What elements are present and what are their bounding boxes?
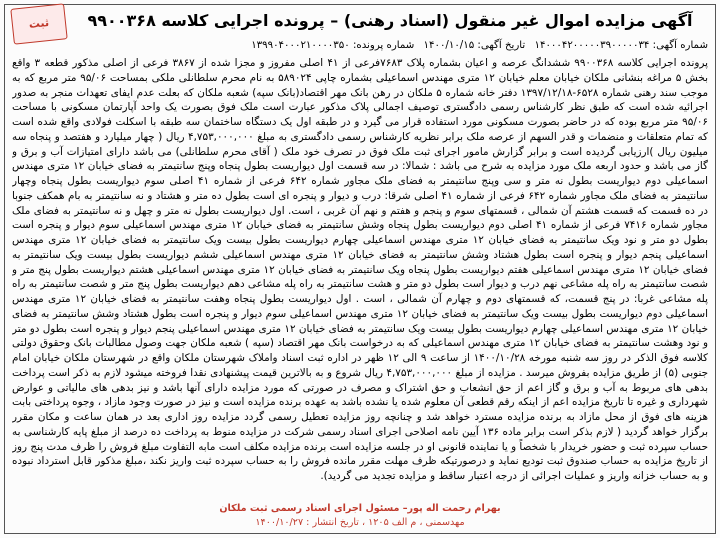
registry-logo: ثبت [10,3,67,44]
ad-date: تاریخ آگهی: ۱۴۰۰/۱۰/۱۵ [423,40,526,51]
signature-line: بهرام رحمت اله پور– مسئول اجرای اسناد رسمی ثبت ملکان [219,503,501,514]
ad-info-line: مهدسمنی ، م الف ۱۲۰۵ ، تاریخ انتشار : ۱۴۰۰/۱۰/۲۷ [255,517,465,528]
notice-body [12,56,708,496]
notice-number: شماره آگهی: ۱۴۰۰۰۴۲۰۰۰۰۰۳۹۰۰۰۰۰۳۴ [534,40,708,51]
file-number: شماره پرونده: ۱۳۹۹۰۴۰۰۰۲۱۰۰۰۰۳۵۰ [251,40,415,51]
notice-paragraph: پرونده اجرایی کلاسه ۹۹۰۰۳۶۸ ششدانگ عرصه و اعیان بشماره پلاک ۷۶۸۳فرعی از ۴۱ اصلی مفروز و مجزا شده از ۳۸۶۷ فرعی از اصلی مذکور قطعه ۳ واقع بخش ۵ مراغه بنشانی ملکان خیابان معلم خیابان ۱۲ متری مهندس اسماعیلی بشماره چاپی ۵۸۹۰۲۴ به نام محرم سلطانلی ملکی بمساحت ۹۵/۰۶ متر مربع که به موجب سند رهنی شماره ۶۵۲۸-۱۳۹۷/۱۲/۱۸ دفتر خانه شماره ۵ ملکان در رهن بانک مهر اقتصاد(بانک سپه) شعبه ملکان که بعلت عدم ایفای تعهدات منجر به صدور اجرائیه شده است که طبق نظر کارشناس رسمی دادگستری توصیف اجمالی پلاک مذکور عبارت است ملک فوق بصورت یک واحد آپارتمان مسکونی با مساحت ۹۵/۰۶ متر مربع بوده که در حاضر بصورت مسکونی مورد استفاده قرار می گیرد و در طبقه اول یک دستگاه ساختمان سه طبقه با اسکلت فولادی واقع شده است که تمام متعلقات و منضمات و قدر السهم از عرصه ملک برابر نظریه کارشناس رسمی دادگستری به مبلغ ۴,۷۵۳,۰۰۰,۰۰۰ ریال ( چهار میلیارد و هفتصد و پنجاه سه میلیون ریال )ارزیابی گردیده است و برابر گزارش مامور اجرای ثبت ملک فوق در تصرف خود ملک ( آقای محرم سلطانلی) می باشد دارای امتیازات آب و برق و گاز می باشد و حدود اربعه ملک مورد مزایده به شرح می باشد : شمالا: در سه قسمت اول دیواریست بطول پنجاه وپنج سانتیمتر به فضای خیابان ۱۲ متری مهندس اسماعیلی دوم دیواریست بطول نه متر و سی وپنج سانتیمتر به فضای ملک مجاور شماره ۶۴۲ فرعی از شماره ۴۱ اصلی سوم دیواریست بطول پنجاه وچهار سانتیمتر به فضای ملک مجاور شماره ۶۴۲ فرعی از شماره ۴۱ اصلی شرقا: درب و دیوار و پنجره ای است بطول ده متر و هشتاد و نه سانتیمتر به بام همکف جنوبا در ده قسمت که قسمت هشتم آن شمالی ، قسمتهای سوم و پنجم و هفتم و نهم آن غربی ، است. اول دیواریست بطول نه متر و چهل و نه سانتیمتر به فضای ملک مجاور شماره ۷۴۱۶ فرعی از شماره ۴۱ اصلی دوم دیواریست بطول پنجاه وشش سانتیمتر به فضای خیابان ۱۲ متری مهندس اسماعیلی سوم دیوار و پنجره است بطول دو متر و نود ویک سانتیمتر به فضای خیابان ۱۲ متری مهندس اسماعیلی چهارم دیواریست بطول بیست ویک سانتیمتر به فضای خیابان ۱۲ متری مهندس اسماعیلی پنجم دیوار و پنجره است بطول هشتاد وشش سانتیمتر به فضای خیابان ۱۲ متری مهندس اسماعیلی ششم دیواریست بطول بیست ویک سانتیمتر به فضای خیابان ۱۲ متری مهندس اسماعیلی هفتم دیواریست بطول پنجاه ویک سانتیمتر به فضای خیابان ۱۲ متری مهندس اسماعیلی هشتم دیواریست بطول پنج متر و شصت سانتیمتر به راه پله مشاعی نهم درب و دیوار است بطول دو متر و هشت سانتیمتر به راه پله مشاعی دهم دیواریست بطول پنج متر و شصت سانتیمتر به راه پله مشاعی غربا: در پنج قسمت، که قسمتهای دوم و چهارم آن شمالی ، است . اول دیواریست بطول پنجاه وهفت سانتیمتر به فضای خیابان ۱۲ متری مهندس اسماعیلی دوم دیواریست بطول بیست ویک سانتیمتر به فضای خیابان ۱۲ متری مهندس اسماعیلی سوم دیوار و پنجره است بطول هشتاد وشش سانتیمتر به فضای خیابان ۱۲ متری مهندس اسماعیلی چهارم دیواریست بطول بیست ویک سانتیمتر به فضای خیابان ۱۲ متری مهندس اسماعیلی پنجم دیوار و پنجره است بطول دو متر و نود وهشت سانتیمتر به فضای خیابان ۱۲ متری مهندس اسماعیلی که به درخواست بانک مهر اقتصاد (سپه ) شعبه ملکان جهت وصول مطالبات بانک وحقوق دولتی کلاسه فوق الذکر در روز سه شنبه مورخه ۱۴۰۰/۱۰/۲۸ از ساعت ۹ الی ۱۲ ظهر در اداره ثبت اسناد واملاک شهرستان ملکان واقع در شهرستان ملکان خیابان امام جنوبی (۵) از طریق مزایده بفروش میرسد . مزایده از مبلغ ۴,۷۵۳,۰۰۰,۰۰۰ ریال شروع و به بالاترین قیمت پیشنهادی نقدا فروخته میشود لازم به ذکر است پرداخت بدهی های مربوط به آب و برق و گاز اعم از حق انشعاب و حق اشتراک و مصرف در صورتی که مورد مزایده دارای آنها باشد و نیز بدهی های مالیاتی و عوارض شهرداری و غیره تا تاریخ مزایده اعم از اینکه رقم قطعی آن معلوم شده یا نشده باشد به عهده برنده مزایده است و نیز در صورت وجود مازاد ، وجوه پرداختی بابت هزینه های فوق از محل مازاد به برنده مزایده مسترد خواهد شد و چنانچه روز مزایده تعطیل رسمی گردد مزایده روز اداری بعد در همان ساعت و مکان مقرر برگزار خواهد گردید ( لازم بذکر است برابر ماده ۱۳۶ آیین نامه اصلاحی اجرای اسناد رسمی شرکت در مزایده منوط به پرداخت ده درصد از مبلغ پایه کارشناسی به حساب سپرده ثبت و حضور خریدار با شخصاً و یا نماینده قانونی او در جلسه مزایده است برنده مزایده مکلف است مابه التفاوت مبلغ فروش را ظرف مدت پنج روز از تاریخ مزایده به حساب صندوق ثبت تودیع نماید و درصورتیکه ظرف مهلت مقرر مانده فروش را به حساب سپرده ثبت واریز نکند ،مبلغ مذکور قابل استرداد نبوده و به حساب خزانه واریز و عملیات اجرائی از درجه اعتبار ساقط و مزایده تجدید می گردید). [12,57,708,482]
notice-footer [12,502,708,530]
notice-meta [12,38,708,53]
notice-title: آگهی مزایده اموال غیر منقول (اسناد رهنی) – پرونده اجرایی کلاسه ۹۹۰۰۳۶۸ [87,11,693,30]
